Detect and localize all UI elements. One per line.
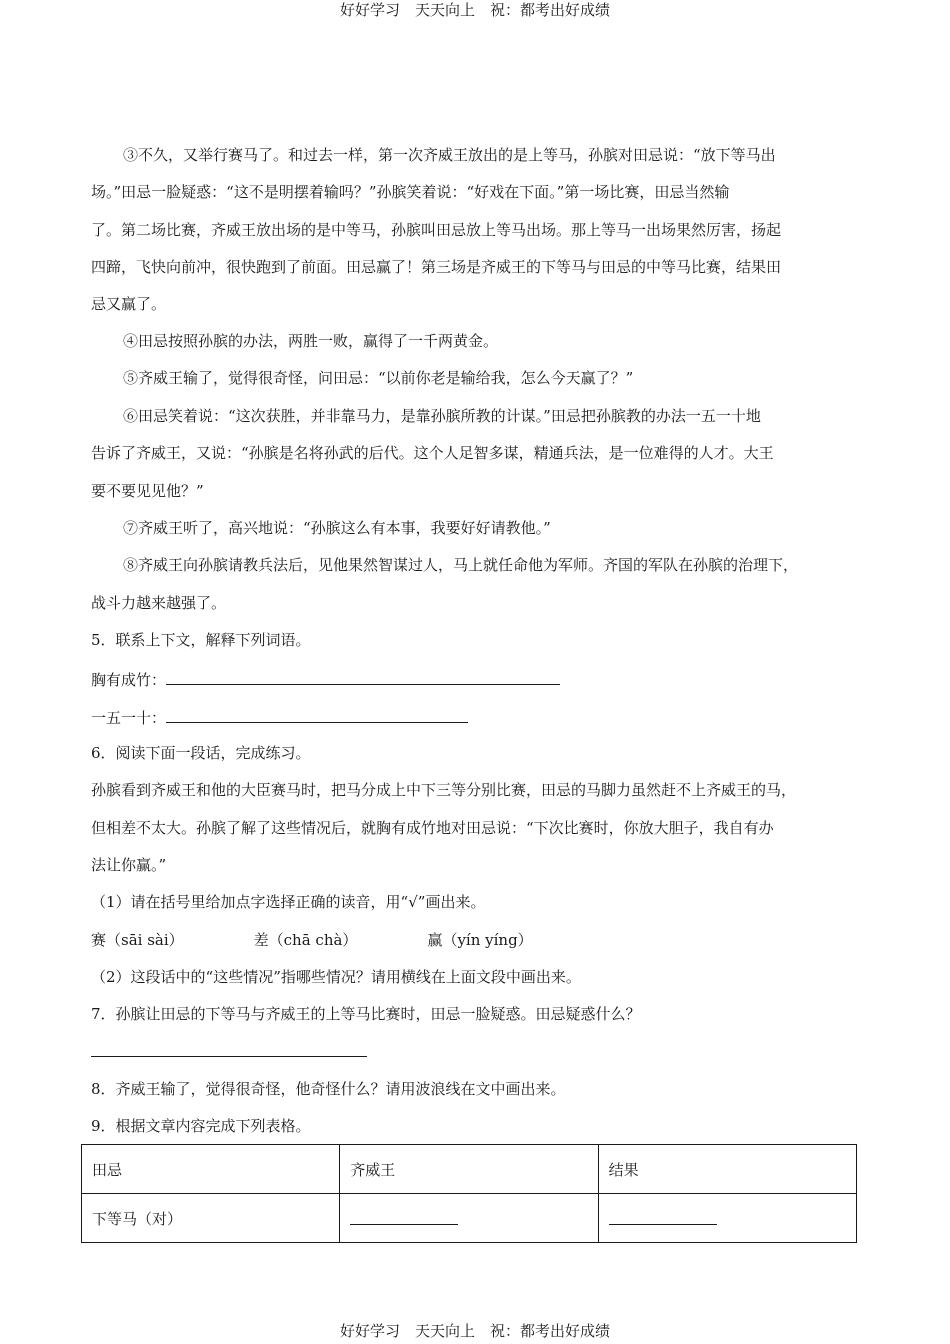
question-6-sub-2: （2）这段话中的“这些情况”指哪些情况？请用横线在上面文段中画出来。 — [91, 968, 581, 986]
passage-line: ⑦齐威王听了，高兴地说：“孙膑这么有本事，我要好好请教他。” — [123, 519, 551, 537]
question-5-item-1 — [91, 668, 560, 690]
answer-blank[interactable] — [91, 1040, 367, 1057]
answer-blank[interactable] — [609, 1208, 717, 1225]
table-cell[interactable] — [598, 1194, 856, 1243]
passage-line: ③不久，又举行赛马了。和过去一样，第一次齐威王放出的是上等马，孙膑对田忌说：“放下等马出 — [123, 146, 776, 164]
question-6-text: 法让你赢。” — [91, 856, 167, 874]
passage-line: ⑥田忌笑着说：“这次获胜，并非靠马力，是靠孙膑所教的计谋。”田忌把孙膑教的办法一五一十地 — [123, 407, 761, 425]
answer-blank[interactable] — [166, 668, 560, 685]
table-cell[interactable] — [340, 1194, 598, 1243]
pinyin-option[interactable]: 差（chā chà） — [253, 931, 358, 949]
page-header: 好好学习 天天向上 祝：都考出好成绩 — [339, 1, 610, 19]
question-6-prompt: 6．阅读下面一段话，完成练习。 — [91, 744, 311, 762]
passage-line: 告诉了齐威王，又说：“孙膑是名将孙武的后代。这个人足智多谋，精通兵法，是一位难得的人才。大王 — [91, 444, 774, 462]
pinyin-option[interactable]: 赛（sāi sài） — [91, 931, 184, 949]
answer-blank[interactable] — [166, 706, 468, 723]
question-6-sub-1: （1）请在括号里给加点字选择正确的读音，用“√”画出来。 — [91, 893, 486, 911]
table-row — [82, 1194, 857, 1243]
passage-line: 场。”田忌一脸疑惑：“这不是明摆着输吗？”孙膑笑着说：“好戏在下面。”第一场比赛，田忌当然输 — [91, 183, 730, 201]
question-5-prompt: 5．联系上下文，解释下列词语。 — [91, 631, 311, 649]
answer-table — [81, 1144, 857, 1243]
passage-line: 要不要见见他？” — [91, 482, 204, 500]
table-header-cell: 田忌 — [82, 1145, 340, 1194]
passage-line: ⑧齐威王向孙膑请教兵法后，见他果然智谋过人，马上就任命他为军师。齐国的军队在孙膑的治理下， — [123, 556, 799, 574]
word-label: 一五一十： — [91, 709, 167, 727]
passage-line: ④田忌按照孙膑的办法，两胜一败，赢得了一千两黄金。 — [123, 332, 499, 350]
page-footer: 好好学习 天天向上 祝：都考出好成绩 — [339, 1322, 610, 1340]
table-header-cell: 结果 — [598, 1145, 856, 1194]
question-7-prompt: 7．孙膑让田忌的下等马与齐威王的上等马比赛时，田忌一脸疑惑。田忌疑惑什么？ — [91, 1005, 641, 1023]
passage-line: ⑤齐威王输了，觉得很奇怪，问田忌：“以前你老是输给我，怎么今天赢了？” — [123, 369, 634, 387]
passage-line: 四蹄，飞快向前冲，很快跑到了前面。田忌赢了！第三场是齐威王的下等马与田忌的中等马比赛，结果田 — [91, 258, 782, 276]
passage-line: 战斗力越来越强了。 — [91, 594, 227, 612]
question-5-item-2 — [91, 706, 468, 728]
pinyin-option[interactable]: 赢（yín yíng） — [427, 931, 533, 949]
table-header-row — [82, 1145, 857, 1194]
question-8-prompt: 8．齐威王输了，觉得很奇怪，他奇怪什么？请用波浪线在文中画出来。 — [91, 1080, 566, 1098]
passage-line: 忌又赢了。 — [91, 295, 167, 313]
table-cell: 下等马（对） — [82, 1194, 340, 1243]
question-7-answer-line[interactable] — [91, 1040, 367, 1062]
answer-blank[interactable] — [350, 1208, 458, 1225]
question-6-text: 孙膑看到齐威王和他的大臣赛马时，把马分成上中下三等分别比赛，田忌的马脚力虽然赶不上齐威王的马， — [91, 781, 797, 799]
question-6-text: 但相差不太大。孙膑了解了这些情况后，就胸有成竹地对田忌说：“下次比赛时，你放大胆子，我自有办 — [91, 819, 774, 837]
word-label: 胸有成竹： — [91, 671, 167, 689]
pinyin-options — [91, 930, 533, 950]
table-header-cell: 齐威王 — [340, 1145, 598, 1194]
question-9-prompt: 9．根据文章内容完成下列表格。 — [91, 1117, 311, 1135]
passage-line: 了。第二场比赛，齐威王放出场的是中等马，孙膑叫田忌放上等马出场。那上等马一出场果然厉害，扬起 — [91, 221, 782, 239]
